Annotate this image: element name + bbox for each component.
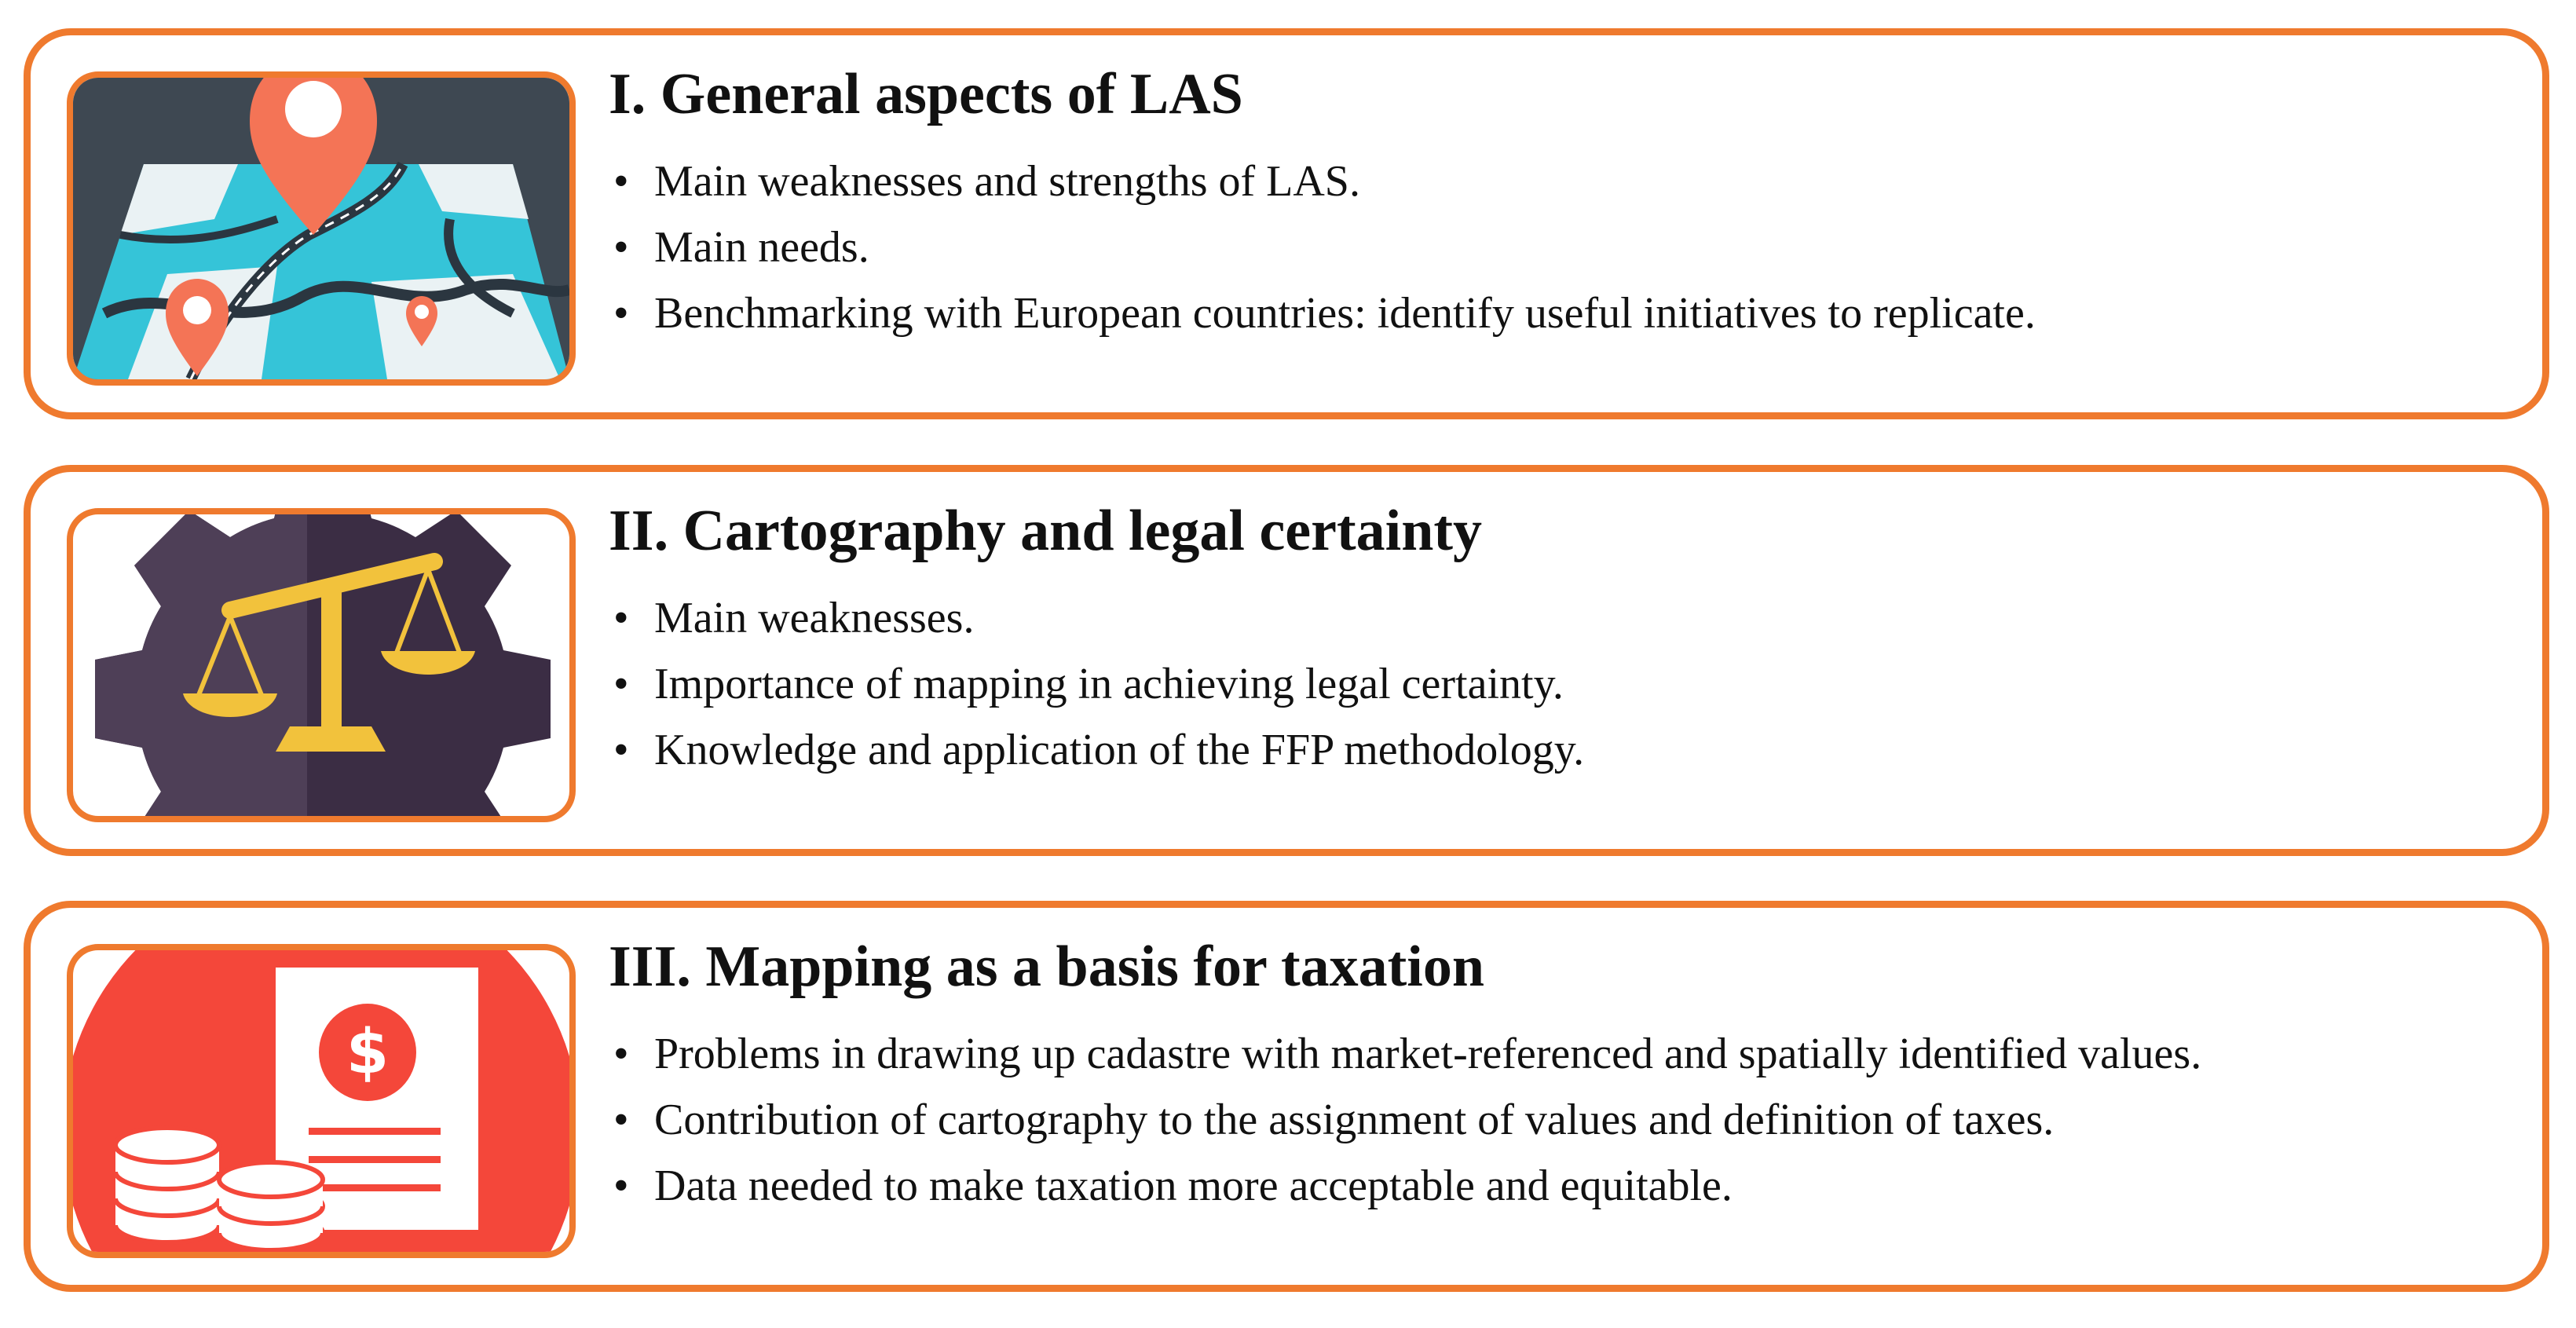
bullet-item bbox=[613, 1021, 2201, 1087]
bullet-glyph: • bbox=[613, 594, 629, 642]
bullet-glyph: • bbox=[613, 660, 629, 708]
panel-title: III. Mapping as a basis for taxation bbox=[609, 935, 1485, 999]
bullet-item bbox=[613, 717, 1584, 783]
bullet-item bbox=[613, 214, 2036, 280]
bullet-text: Main weaknesses. bbox=[654, 594, 975, 642]
scales-gear-icon bbox=[73, 514, 569, 816]
bullet-text: Problems in drawing up cadastre with market-referenced and spatially identified values. bbox=[654, 1030, 2202, 1078]
bullet-item bbox=[613, 1153, 2201, 1219]
icon-frame bbox=[67, 71, 576, 386]
bullet-text: Contribution of cartography to the assignment of values and definition of taxes. bbox=[654, 1096, 2055, 1144]
bullet-glyph: • bbox=[613, 726, 629, 774]
icon-frame bbox=[67, 944, 576, 1258]
bullet-item bbox=[613, 280, 2036, 346]
bullet-text: Main weaknesses and strengths of LAS. bbox=[654, 157, 1360, 206]
panel-title: I. General aspects of LAS bbox=[609, 62, 1243, 126]
map-pin-icon bbox=[73, 78, 569, 379]
bullet-glyph: • bbox=[613, 1096, 629, 1144]
panel-cartography-legal bbox=[24, 465, 2549, 856]
panel-title: II. Cartography and legal certainty bbox=[609, 499, 1482, 563]
icon-frame bbox=[67, 508, 576, 822]
bullet-list bbox=[613, 585, 1584, 783]
bullet-glyph: • bbox=[613, 1030, 629, 1078]
bullet-glyph: • bbox=[613, 1162, 629, 1210]
bullet-item bbox=[613, 585, 1584, 651]
svg-text:$: $ bbox=[346, 1017, 390, 1088]
tax-document-coins-icon bbox=[73, 950, 569, 1252]
bullet-text: Benchmarking with European countries: identify useful initiatives to replicate. bbox=[654, 289, 2036, 338]
bullet-item bbox=[613, 148, 2036, 214]
bullet-list bbox=[613, 148, 2036, 346]
bullet-glyph: • bbox=[613, 223, 629, 272]
bullet-list bbox=[613, 1021, 2201, 1219]
bullet-text: Data needed to make taxation more acceptable and equitable. bbox=[654, 1162, 1733, 1210]
bullet-text: Main needs. bbox=[654, 223, 869, 272]
panel-mapping-taxation bbox=[24, 901, 2549, 1292]
panel-general-aspects bbox=[24, 28, 2549, 419]
bullet-text: Importance of mapping in achieving legal certainty. bbox=[654, 660, 1564, 708]
bullet-text: Knowledge and application of the FFP methodology. bbox=[654, 726, 1585, 774]
bullet-glyph: • bbox=[613, 289, 629, 338]
bullet-glyph: • bbox=[613, 157, 629, 206]
bullet-item bbox=[613, 651, 1584, 717]
bullet-item bbox=[613, 1087, 2201, 1153]
